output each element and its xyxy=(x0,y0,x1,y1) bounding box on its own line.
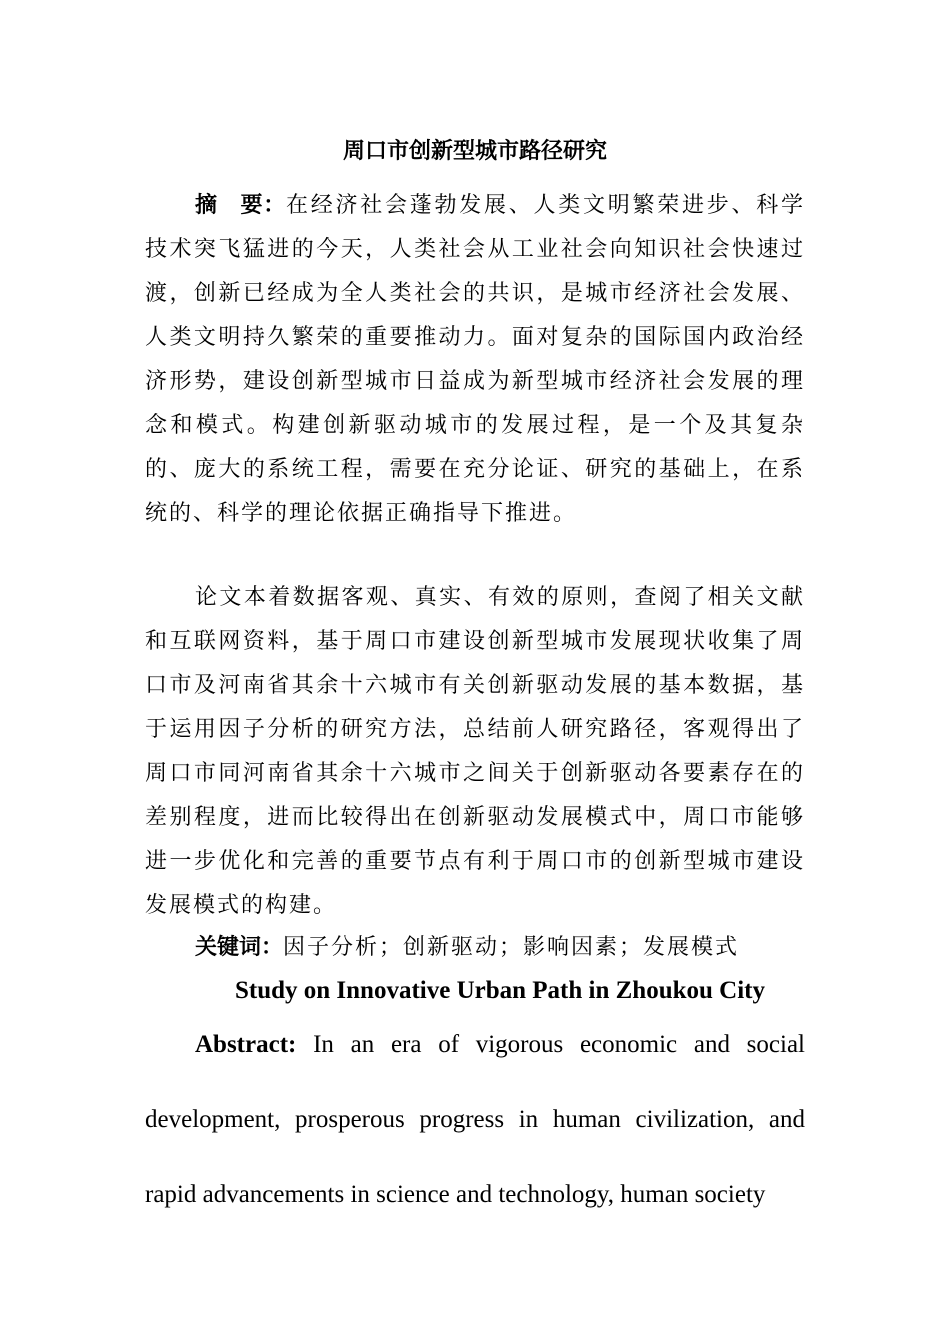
chinese-keywords xyxy=(145,926,805,970)
chinese-abstract xyxy=(145,184,805,536)
english-abstract-text: In an era of vigorous economic and social development, prosperous progress in human civilization, and rapid advancements in science and technology, human society xyxy=(145,1031,805,1208)
chinese-abstract-label: 摘 要： xyxy=(195,193,286,218)
english-abstract xyxy=(145,1007,805,1232)
chinese-keywords-text: 因子分析；创新驱动；影响因素；发展模式 xyxy=(283,935,740,960)
chinese-keywords-label: 关键词： xyxy=(195,935,284,960)
english-title: Study on Innovative Urban Path in Zhoukou City xyxy=(234,977,766,1004)
chinese-abstract-paragraph-2: 论文本着数据客观、真实、有效的原则，查阅了相关文献和互联网资料，基于周口市建设创新型城市发展现状收集了周口市及河南省其余十六城市有关创新驱动发展的基本数据，基于运用因子分析的研究方法，总结前人研究路径，客观得出了周口市同河南省其余十六城市之间关于创新驱动各要素存在的差别程度，进而比较得出在创新驱动发展模式中，周口市能够进一步优化和完善的重要节点有利于周口市的创新型城市建设发展模式的构建。 xyxy=(145,585,805,918)
english-abstract-label: Abstract: xyxy=(195,1031,297,1058)
chinese-abstract-text: 在经济社会蓬勃发展、人类文明繁荣进步、科学技术突飞猛进的今天，人类社会从工业社会向知识社会快速过渡，创新已经成为全人类社会的共识，是城市经济社会发展、人类文明持久繁荣的重要推动力。面对复杂的国际国内政治经济形势，建设创新型城市日益成为新型城市经济社会发展的理念和模式。构建创新驱动城市的发展过程，是一个及其复杂的、庞大的系统工程，需要在充分论证、研究的基础上，在系统的、科学的理论依据正确指导下推进。 xyxy=(145,193,805,526)
chinese-title: 周口市创新型城市路径研究 xyxy=(342,139,607,164)
